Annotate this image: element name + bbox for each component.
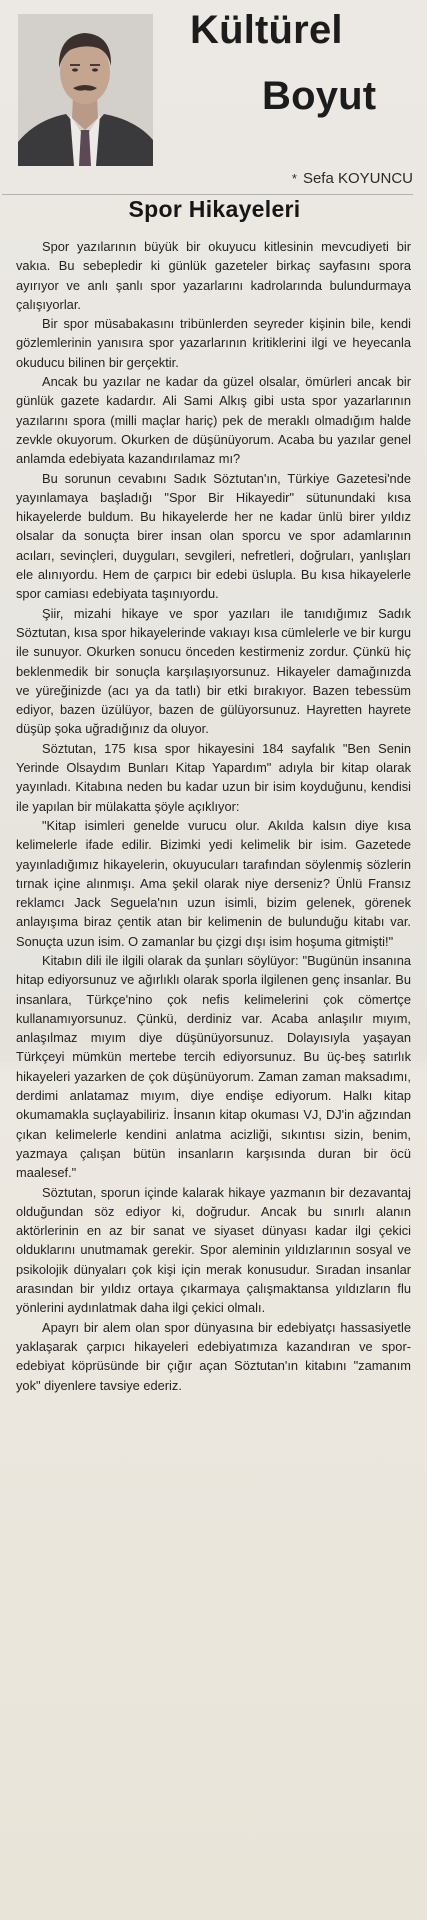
author-photo bbox=[18, 14, 153, 166]
article-paragraph: Spor yazılarının büyük bir okuyucu kitlesinin mevcudiyeti bir vakıa. Bu sebepledir ki günlük gazeteler birkaç sayfasını spora ayırıyor ve anlı şanlı spor yazarlarını kadrolarında bulundurmaya çalışıyorlar. bbox=[16, 239, 411, 312]
article-paragraph: Bir spor müsabakasını tribünlerden seyreder kişinin bile, kendi gözlemlerinin yanısıra spor yazarlarının kritiklerini ilgi ve heyecanla okuducu bilinen bir gerçektir. bbox=[16, 316, 411, 370]
article-body bbox=[16, 237, 413, 1395]
article-paragraph: Apayrı bir alem olan spor dünyasına bir edebiyatçı hassasiyetle yaklaşarak çarpıcı hikayeleri edebiyatımıza kazandıran ve spor-edebiyat köprüsünde bir çığır açan Söztutan'ın kitabını "zamanım yok" diyenlere tavsiye ederiz. bbox=[16, 1319, 411, 1393]
byline-star: * bbox=[291, 171, 297, 186]
article-title: Spor Hikayeleri bbox=[128, 196, 301, 222]
column-title bbox=[182, 10, 427, 116]
article-paragraph: Söztutan, 175 kısa spor hikayesini 184 sayfalık "Ben Senin Yerinde Olsaydım Bunları Kitap Yapardım" adıyla bir kitap olarak yayınladı. Kitabına neden bu kadar uzun bir isim koyduğunu, kendisi ile yapılan bir mülakatta şöyle açıklıyor: bbox=[16, 740, 411, 814]
header-divider bbox=[2, 194, 413, 195]
article-paragraph: Kitabın dili ile ilgili olarak da şunları söylüyor: "Bugünün insanına hitap ediyorsunuz ve ağırlıklı olarak sporla ilgilenen genç insanlar. Bu insanlara, Türkçe'nino çok nefis kelimelerini çok cömertçe kullanamıyorsunuz. Çünkü, derdiniz var. Acaba anlaşılır mıyım, anlaşılmaz mıyım diye düşünüyorsunuz. Dolayısıyla yaşayan Türkçeyi mümkün mertebe tercih ediyorsunuz. Bu üç-beş satırlık hikayeleri yazarken de çok düşünüyorum. Zaman zaman maksadımı, derdimi anlatamaz mıyım, diye endişe ediyorum. Halkı kitap okumamakla suçlayabiliriz. İnsanın kitap okuması VJ, DJ'in ağzından çıkan kelimelerle kendini anlatma acizliği, sıkıntısı sizin, benim, yazmaya çalışan bütün insanların karşısında duran bir öcü maalesef." bbox=[16, 952, 411, 1181]
column-title-line1: Kültürel bbox=[190, 8, 343, 52]
column-header bbox=[16, 8, 413, 187]
article-paragraph: Bu sorunun cevabını Sadık Söztutan'ın, Türkiye Gazetesi'nde yayınlamaya başladığı "Spor Bir Hikayedir" sütunundaki kısa hikayelerde buldum. Bu hikayelerde her ne kadar ünlü birer yıldız olsalar da sonuçta birer insan olan sporcu ve spor adamlarının acıları, sevinçleri, duyguları, sevgileri, nefretleri, doğruları, yanlışları ele alınıyordu. Hem de çarpıcı bir edebi üslupla. Bu kısa hikayelerle spor camiası edebiyata taşınıyordu. bbox=[16, 470, 411, 602]
column-title-line2: Boyut bbox=[262, 74, 377, 118]
article-paragraph: Söztutan, sporun içinde kalarak hikaye yazmanın bir dezavantaj olduğundan söz ediyor ki, doğrudur. Ancak bu sınırlı alanın aktörlerinin en az bir sanat ve siyaset dünyası kadar ilgi çekici olduklarını unutmamak gerekir. Spor aleminin yıldızlarının sosyal ve psikolojik dünyaları çok kişi için merak konusudur. Sıradan insanlar arasından bir yıldız ortaya çıkarmaya çalışmaktansa yıldızların flu yönlerini aydınlatmak daha ilgi çekici olmalı. bbox=[16, 1184, 411, 1316]
article-paragraph: "Kitap isimleri genelde vurucu olur. Akılda kalsın diye kısa kelimelerle ifade edilir. Bizimki yedi kelimelik bir isim. Gazetede yayınladığımız hikayelerin, okuyucuları tarafından söylenmiş sözlerin tırnak içine alınmışı. Ama şekil olarak niye derseniz? Ünlü Fransız reklamcı Jack Seguela'nın uzun isimli, bizim gelenek, görenek anlayışıma biraz çentik atan bir kelimenin de bulunduğu kitabı var. Sonuçta uzun isim. O zamanlar bu çizgi dışı isim hoşuma gitmişti!" bbox=[16, 817, 411, 949]
byline bbox=[16, 170, 413, 187]
author-name: Sefa KOYUNCU bbox=[302, 170, 413, 187]
article-paragraph: Ancak bu yazılar ne kadar da güzel olsalar, ömürleri ancak bir günlük gazete kadardır. Ali Sami Alkış gibi usta spor yazarlarının yazılarını spora (milli maçlar hariç) pek de meraklı olmadığım halde zevkle okuyorum. Okurken de düşünüyorum. Acaba bu yazılar genel anlamda edebiyata kazandırılamaz mı? bbox=[16, 374, 411, 467]
article-paragraph: Şiir, mizahi hikaye ve spor yazıları ile tanıdığımız Sadık Söztutan, kısa spor hikayelerinde vakıayı kısa cümlelerle ve bir kurgu ile sunuyor. Okurken sonucu önceden kestirmeniz zordur. Çünkü hiç beklenmedik bir sonuçla karşılaşıyorsunuz. Hikayeler damağınızda ve yüreğinizde (acı ya da tatlı) bir etki bırakıyor. Bazen tebessüm ediyor, bazen üzülüyor, bazen de gülüyorsunuz. Hayretten hayrete düşüp şoka uğradığınız da oluyor. bbox=[16, 605, 411, 737]
